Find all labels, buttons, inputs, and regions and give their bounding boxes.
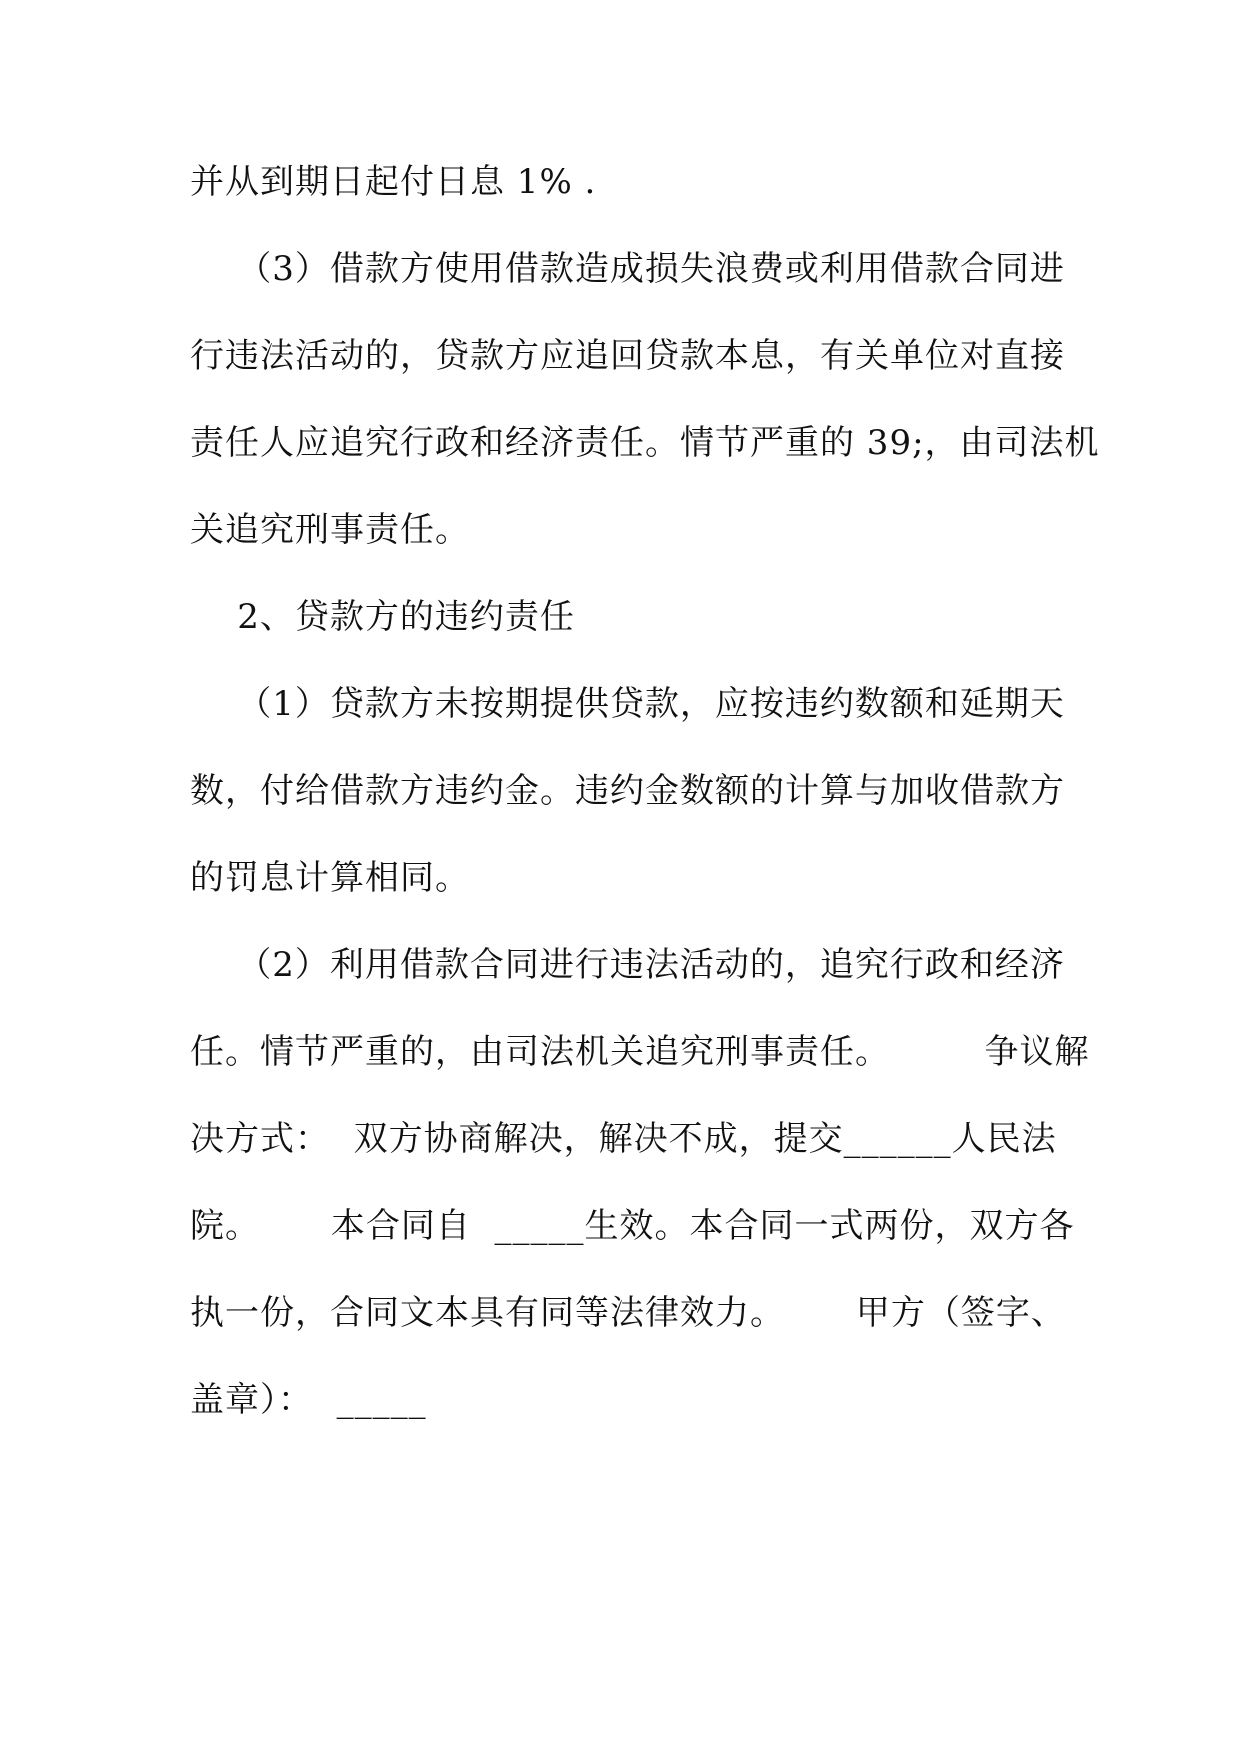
text-line: 关追究刑事责任。 (190, 510, 470, 550)
text-line: （3）借款方使用借款造成损失浪费或利用借款合同进 (190, 249, 1065, 289)
text-line: 任。情节严重的，由司法机关追究刑事责任。 争议解 (190, 1032, 1090, 1072)
text-line: 责任人应追究行政和经济责任。情节严重的 39;，由司法机 (190, 423, 1100, 463)
signature-line: 盖章）： _____ (190, 1380, 427, 1420)
text-line: 数，付给借款方违约金。违约金数额的计算与加收借款方 (190, 771, 1065, 811)
text-line: 并从到期日起付日息 1% . (190, 162, 597, 202)
text-line: （2）利用借款合同进行违法活动的，追究行政和经济 (190, 945, 1065, 985)
text-line: 行违法活动的，贷款方应追回贷款本息，有关单位对直接 (190, 336, 1065, 376)
text-line: 院。 本合同自 _____生效。本合同一式两份，双方各 (190, 1206, 1075, 1246)
text-line: （1）贷款方未按期提供贷款，应按违约数额和延期天 (190, 684, 1065, 724)
text-line: 的罚息计算相同。 (190, 858, 470, 898)
section-heading: 2、贷款方的违约责任 (190, 597, 575, 637)
text-line: 决方式： 双方协商解决，解决不成，提交______人民法 (190, 1119, 1057, 1159)
text-line: 执一份，合同文本具有同等法律效力。 甲方（签字、 (190, 1293, 1066, 1333)
